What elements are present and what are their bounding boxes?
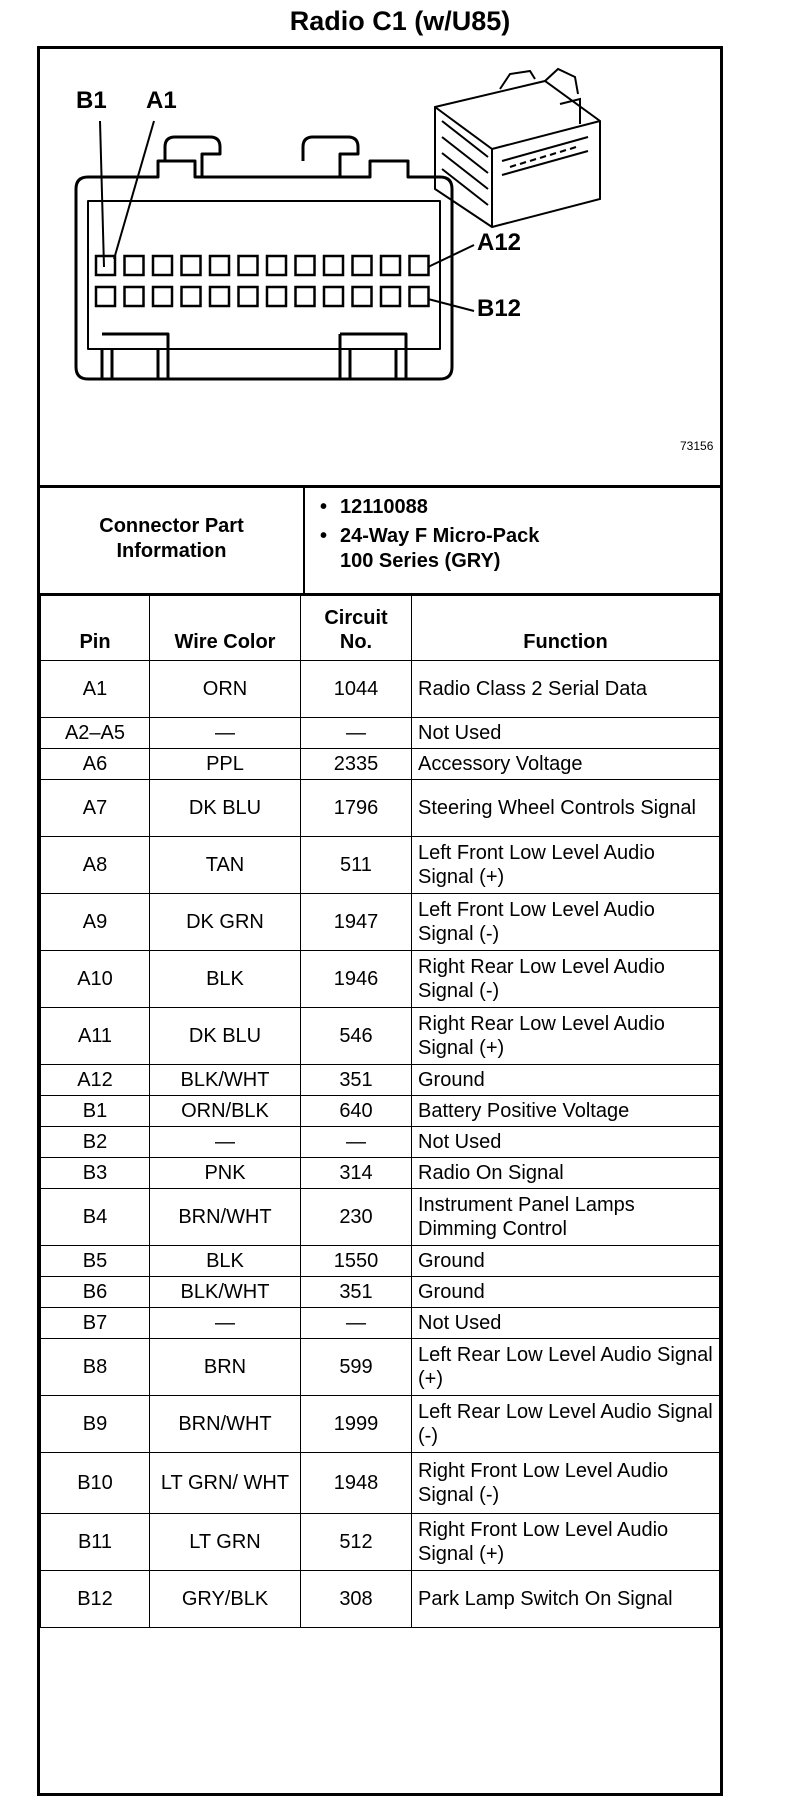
pin-cell: A7 bbox=[41, 780, 150, 837]
wire-color-cell: DK BLU bbox=[150, 1008, 301, 1065]
header-function: Function bbox=[412, 594, 720, 661]
table-row bbox=[41, 1158, 720, 1189]
pin-cavity bbox=[96, 287, 115, 306]
wire-color-cell: BRN/WHT bbox=[150, 1396, 301, 1453]
function-cell: Not Used bbox=[412, 1308, 720, 1339]
connector-part-number: • 12110088 bbox=[320, 496, 428, 518]
wire-color-cell: BRN/WHT bbox=[150, 1189, 301, 1246]
function-cell: Ground bbox=[412, 1277, 720, 1308]
connector-sheet bbox=[37, 46, 723, 1796]
circuit-cell: 308 bbox=[301, 1571, 412, 1628]
pin-cell: B5 bbox=[41, 1246, 150, 1277]
table-row bbox=[41, 894, 720, 951]
pin-cell: A12 bbox=[41, 1065, 150, 1096]
function-cell: Accessory Voltage bbox=[412, 749, 720, 780]
pin-cavity bbox=[153, 287, 172, 306]
pin-cavity bbox=[410, 256, 429, 275]
pin-cavity bbox=[267, 287, 286, 306]
table-row bbox=[41, 1246, 720, 1277]
table-row bbox=[41, 1127, 720, 1158]
circuit-cell: 1999 bbox=[301, 1396, 412, 1453]
circuit-cell: 1946 bbox=[301, 951, 412, 1008]
wire-color-cell: LT GRN bbox=[150, 1514, 301, 1571]
circuit-cell: 512 bbox=[301, 1514, 412, 1571]
circuit-cell: 1550 bbox=[301, 1246, 412, 1277]
function-cell: Not Used bbox=[412, 1127, 720, 1158]
pin-cavity bbox=[410, 287, 429, 306]
table-header-row bbox=[41, 594, 720, 661]
connector-info-row bbox=[40, 485, 720, 596]
pin-cell: B9 bbox=[41, 1396, 150, 1453]
pin-cell: B4 bbox=[41, 1189, 150, 1246]
pin-cell: B11 bbox=[41, 1514, 150, 1571]
pin-cavity bbox=[381, 256, 400, 275]
circuit-cell: 351 bbox=[301, 1277, 412, 1308]
pin-cell: B1 bbox=[41, 1096, 150, 1127]
circuit-cell: 314 bbox=[301, 1158, 412, 1189]
pin-cavity bbox=[125, 256, 144, 275]
wire-color-cell: BLK/WHT bbox=[150, 1277, 301, 1308]
pin-cell: B12 bbox=[41, 1571, 150, 1628]
label-b12: B12 bbox=[477, 295, 522, 322]
pin-cavity bbox=[125, 287, 144, 306]
circuit-cell: — bbox=[301, 718, 412, 749]
pin-cavity bbox=[324, 256, 343, 275]
wire-color-cell: DK GRN bbox=[150, 894, 301, 951]
pin-cell: A11 bbox=[41, 1008, 150, 1065]
circuit-cell: — bbox=[301, 1127, 412, 1158]
pin-cavity bbox=[267, 256, 286, 275]
connector-info-label: Connector Part Information bbox=[40, 485, 305, 593]
function-cell: Instrument Panel Lamps Dimming Control bbox=[412, 1189, 720, 1246]
pin-cavity bbox=[353, 287, 372, 306]
function-cell: Battery Positive Voltage bbox=[412, 1096, 720, 1127]
function-cell: Radio Class 2 Serial Data bbox=[412, 661, 720, 718]
table-row bbox=[41, 1008, 720, 1065]
function-cell: Left Rear Low Level Audio Signal (+) bbox=[412, 1339, 720, 1396]
pin-cavity bbox=[381, 287, 400, 306]
function-cell: Radio On Signal bbox=[412, 1158, 720, 1189]
label-a12: A12 bbox=[477, 229, 522, 256]
table-row bbox=[41, 1453, 720, 1514]
table-row bbox=[41, 1096, 720, 1127]
pin-cavity bbox=[96, 256, 115, 275]
function-cell: Ground bbox=[412, 1065, 720, 1096]
circuit-cell: 599 bbox=[301, 1339, 412, 1396]
wire-color-cell: BRN bbox=[150, 1339, 301, 1396]
pin-cell: A9 bbox=[41, 894, 150, 951]
wire-color-cell: BLK bbox=[150, 951, 301, 1008]
circuit-cell: 511 bbox=[301, 837, 412, 894]
table-row bbox=[41, 837, 720, 894]
wire-color-cell: ORN/BLK bbox=[150, 1096, 301, 1127]
function-cell: Right Front Low Level Audio Signal (-) bbox=[412, 1453, 720, 1514]
table-row bbox=[41, 749, 720, 780]
pin-cavity bbox=[210, 287, 229, 306]
header-circuit: Circuit No. bbox=[301, 594, 412, 661]
pin-cell: B2 bbox=[41, 1127, 150, 1158]
table-row bbox=[41, 1189, 720, 1246]
circuit-cell: 1947 bbox=[301, 894, 412, 951]
pin-cell: B8 bbox=[41, 1339, 150, 1396]
table-row bbox=[41, 718, 720, 749]
label-a1: A1 bbox=[146, 87, 177, 114]
wire-color-cell: LT GRN/ WHT bbox=[150, 1453, 301, 1514]
circuit-cell: 640 bbox=[301, 1096, 412, 1127]
connector-face-drawing bbox=[40, 49, 720, 485]
pin-cell: B7 bbox=[41, 1308, 150, 1339]
pin-cavity bbox=[153, 256, 172, 275]
pin-cavity bbox=[182, 256, 201, 275]
pin-cell: A8 bbox=[41, 837, 150, 894]
wire-color-cell: GRY/BLK bbox=[150, 1571, 301, 1628]
function-cell: Left Rear Low Level Audio Signal (-) bbox=[412, 1396, 720, 1453]
wire-color-cell: — bbox=[150, 718, 301, 749]
pin-cell: B10 bbox=[41, 1453, 150, 1514]
page-title: Radio C1 (w/U85) bbox=[289, 6, 511, 36]
circuit-cell: 1948 bbox=[301, 1453, 412, 1514]
wire-color-cell: DK BLU bbox=[150, 780, 301, 837]
pin-cavity bbox=[324, 287, 343, 306]
table-row bbox=[41, 1514, 720, 1571]
table-row bbox=[41, 780, 720, 837]
wire-color-cell: PPL bbox=[150, 749, 301, 780]
function-cell: Park Lamp Switch On Signal bbox=[412, 1571, 720, 1628]
function-cell: Not Used bbox=[412, 718, 720, 749]
wire-color-cell: — bbox=[150, 1127, 301, 1158]
pin-cavity bbox=[239, 287, 258, 306]
connector-type: • 24-Way F Micro-Pack 100 Series (GRY) bbox=[320, 525, 540, 572]
table-row bbox=[41, 1396, 720, 1453]
wire-color-cell: PNK bbox=[150, 1158, 301, 1189]
pin-cavity bbox=[296, 256, 315, 275]
wire-color-cell: ORN bbox=[150, 661, 301, 718]
function-cell: Right Rear Low Level Audio Signal (-) bbox=[412, 951, 720, 1008]
pin-cavity bbox=[239, 256, 258, 275]
table-row bbox=[41, 1277, 720, 1308]
label-b1: B1 bbox=[76, 87, 107, 114]
function-cell: Left Front Low Level Audio Signal (+) bbox=[412, 837, 720, 894]
table-row bbox=[41, 1065, 720, 1096]
pin-cavity bbox=[210, 256, 229, 275]
connector-diagram bbox=[40, 49, 720, 488]
table-row bbox=[41, 1571, 720, 1628]
function-cell: Steering Wheel Controls Signal bbox=[412, 780, 720, 837]
circuit-cell: 1044 bbox=[301, 661, 412, 718]
circuit-cell: 230 bbox=[301, 1189, 412, 1246]
pin-cell: A2–A5 bbox=[41, 718, 150, 749]
wire-color-cell: BLK/WHT bbox=[150, 1065, 301, 1096]
wire-color-cell: TAN bbox=[150, 837, 301, 894]
pin-cell: A10 bbox=[41, 951, 150, 1008]
pin-cell: B6 bbox=[41, 1277, 150, 1308]
header-wire-color: Wire Color bbox=[150, 594, 301, 661]
table-row bbox=[41, 661, 720, 718]
header-pin: Pin bbox=[41, 594, 150, 661]
circuit-cell: 351 bbox=[301, 1065, 412, 1096]
circuit-cell: 1796 bbox=[301, 780, 412, 837]
table-row bbox=[41, 951, 720, 1008]
pinout-table bbox=[40, 593, 720, 1628]
pin-cavity bbox=[353, 256, 372, 275]
circuit-cell: 2335 bbox=[301, 749, 412, 780]
wire-color-cell: BLK bbox=[150, 1246, 301, 1277]
table-row bbox=[41, 1308, 720, 1339]
pin-cavity bbox=[182, 287, 201, 306]
function-cell: Ground bbox=[412, 1246, 720, 1277]
circuit-cell: — bbox=[301, 1308, 412, 1339]
figure-number: 73156 bbox=[680, 439, 714, 453]
pin-cell: A6 bbox=[41, 749, 150, 780]
function-cell: Right Front Low Level Audio Signal (+) bbox=[412, 1514, 720, 1571]
function-cell: Left Front Low Level Audio Signal (-) bbox=[412, 894, 720, 951]
function-cell: Right Rear Low Level Audio Signal (+) bbox=[412, 1008, 720, 1065]
wire-color-cell: — bbox=[150, 1308, 301, 1339]
pin-cavity bbox=[296, 287, 315, 306]
circuit-cell: 546 bbox=[301, 1008, 412, 1065]
pin-cell: B3 bbox=[41, 1158, 150, 1189]
pin-cell: A1 bbox=[41, 661, 150, 718]
connector-info-values bbox=[320, 495, 560, 574]
table-row bbox=[41, 1339, 720, 1396]
